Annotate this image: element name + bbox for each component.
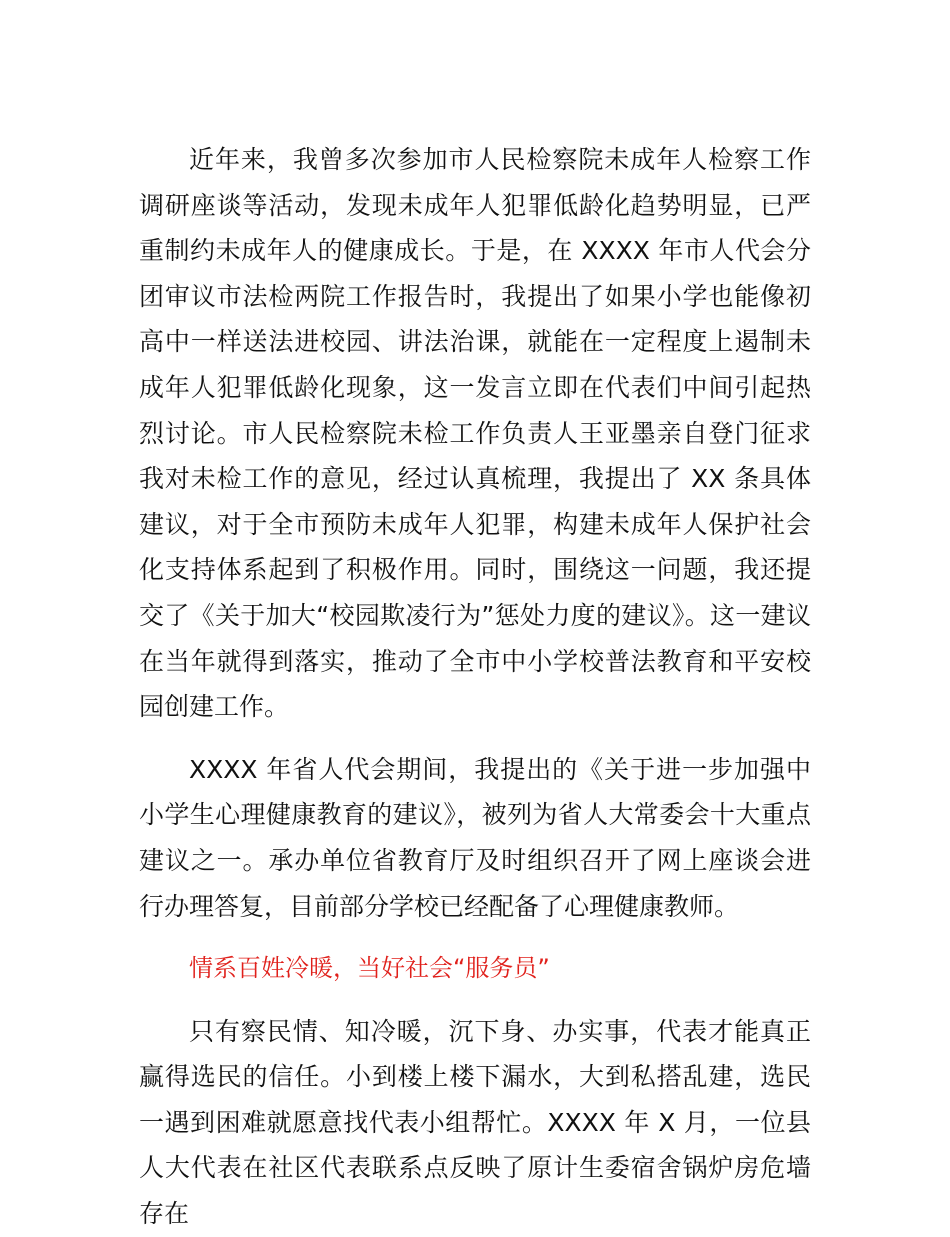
- section-heading: 情系百姓冷暖，当好社会“服务员”: [189, 954, 550, 983]
- paragraph: 近年来，我曾多次参加市人民检察院未成年人检察工作调研座谈等活动，发现未成年人犯罪低龄化趋势明显，已严重制约未成年人的健康成长。于是，在 XXXX 年市人代会分团审议市法检两院工作报告时，我提出了如果小学也能像初高中一样送法进校园、讲法治课，就能在一定程度上遏制未成年人犯罪低龄化现象，这一发言立即在代表们中间引起热烈讨论。市人民检察院未检工作负责人王亚墨亲自登门征求我对未检工作的意见，经过认真梳理，我提出了 XX 条具体建议，对于全市预防未成年人犯罪，构建未成年人保护社会化支持体系起到了积极作用。同时，围绕这一问题，我还提交了《关于加大“校园欺凌行为”惩处力度的建议》。这一建议在当年就得到落实，推动了全市中小学校普法教育和平安校园创建工作。: [139, 145, 811, 722]
- document-body: [139, 137, 811, 1237]
- paragraph: XXXX 年省人代会期间，我提出的《关于进一步加强中小学生心理健康教育的建议》，被列为省人大常委会十大重点建议之一。承办单位省教育厅及时组织召开了网上座谈会进行办理答复，目前部分学校已经配备了心理健康教师。: [139, 754, 811, 921]
- paragraph: 只有察民情、知冷暖，沉下身、办实事，代表才能真正赢得选民的信任。小到楼上楼下漏水，大到私搭乱建，选民一遇到困难就愿意找代表小组帮忙。XXXX 年 X 月，一位县人大代表在社区代表联系点反映了原计生委宿舍锅炉房危墙存在: [139, 1016, 811, 1229]
